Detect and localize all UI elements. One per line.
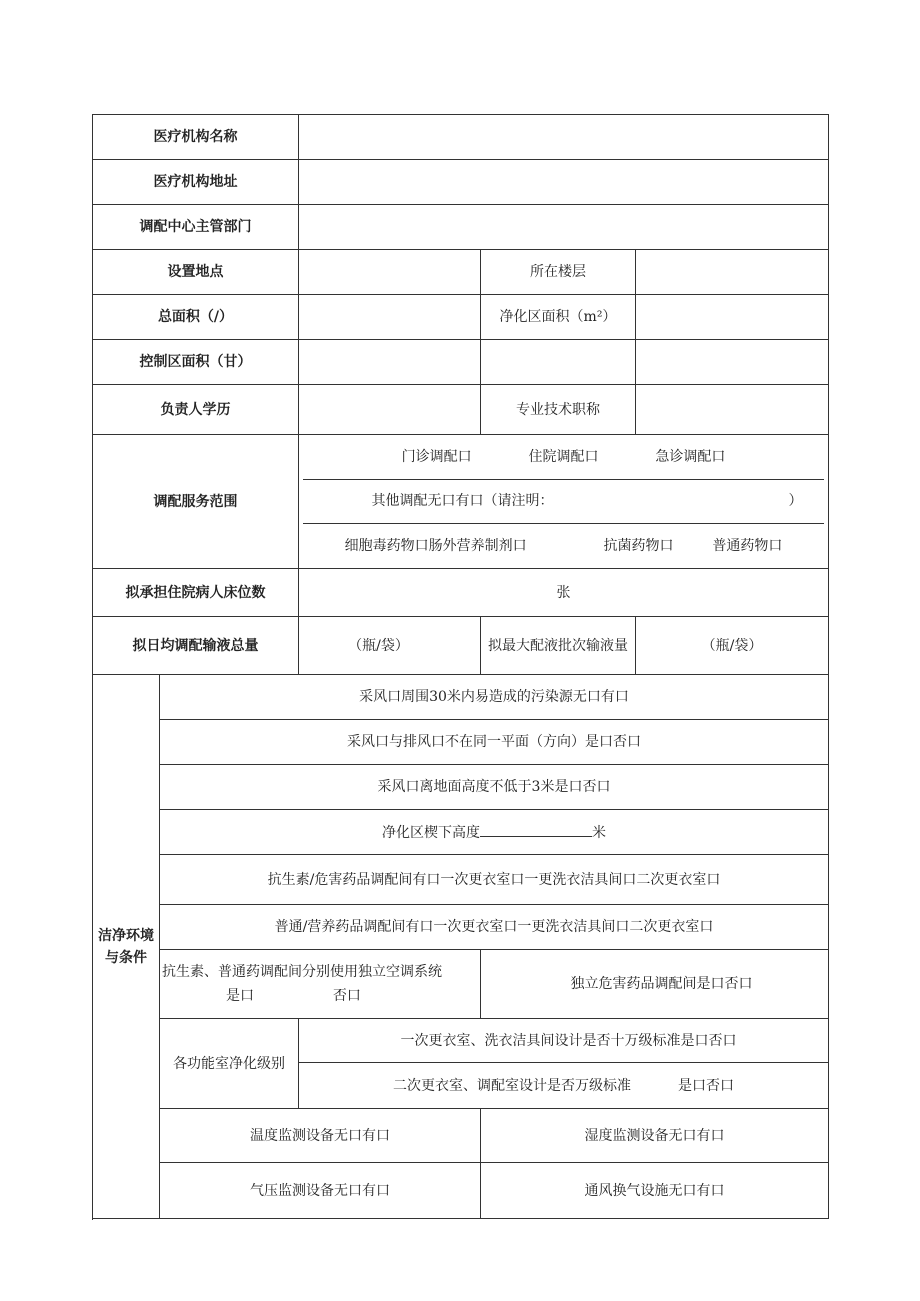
institution-name-label: 医疗机构名称 bbox=[93, 115, 299, 160]
control-area-extra-1[interactable] bbox=[481, 340, 636, 385]
hazard-room-item[interactable]: 独立危害药品调配间是口否口 bbox=[481, 950, 829, 1019]
professional-title-label: 专业技术职称 bbox=[481, 385, 636, 435]
row-service-scope bbox=[93, 435, 829, 569]
clean-area-field[interactable] bbox=[636, 295, 829, 340]
service-scope-label: 调配服务范围 bbox=[93, 435, 299, 569]
separate-ac-no[interactable]: 否口 bbox=[332, 988, 361, 1004]
clean-env-label-text: 洁净环境与条件 bbox=[98, 927, 154, 966]
clean-level-label: 各功能室净化级别 bbox=[160, 1019, 299, 1109]
scope-row-3 bbox=[303, 523, 824, 568]
daily-volume-label: 拟日均调配输液总量 bbox=[93, 617, 299, 675]
level-second-item[interactable] bbox=[299, 1063, 829, 1109]
control-area-extra-2[interactable] bbox=[636, 340, 829, 385]
row-location bbox=[93, 250, 829, 295]
other-close-paren: ） bbox=[788, 493, 803, 509]
separate-ac-text: 抗生素、普通药调配间分别使用独立空调系统 bbox=[162, 964, 442, 980]
separate-ac-yes[interactable]: 是口 bbox=[226, 988, 254, 1004]
antibiotic-room-item[interactable]: 抗生素/危害药品调配间有口一次更衣室口一更洗衣洁具间口二次更衣室口 bbox=[160, 855, 829, 905]
row-area bbox=[93, 295, 829, 340]
managing-dept-field[interactable] bbox=[299, 205, 829, 250]
head-education-label: 负责人学历 bbox=[93, 385, 299, 435]
clean-height-item[interactable] bbox=[160, 810, 829, 855]
max-batch-label: 拟最大配液批次输液量 bbox=[481, 617, 636, 675]
institution-address-field[interactable] bbox=[299, 160, 829, 205]
level-first-item[interactable]: 一次更衣室、洗衣洁具间设计是否十万级标准是口否口 bbox=[299, 1019, 829, 1063]
total-area-field[interactable] bbox=[299, 295, 481, 340]
row-control-area bbox=[93, 340, 829, 385]
beds-field[interactable] bbox=[299, 569, 829, 617]
row-beds bbox=[93, 569, 829, 617]
row-managing-dept bbox=[93, 205, 829, 250]
scope-row-2 bbox=[303, 479, 824, 523]
control-area-label: 控制区面积（甘） bbox=[93, 340, 299, 385]
outpatient-option[interactable]: 门诊调配口 bbox=[401, 448, 472, 465]
row-institution-name bbox=[93, 115, 829, 160]
control-area-field[interactable] bbox=[299, 340, 481, 385]
total-area-label: 总面积（/） bbox=[93, 295, 299, 340]
inpatient-option[interactable]: 住院调配口 bbox=[528, 448, 599, 465]
scope-row-1 bbox=[303, 435, 824, 479]
emergency-option[interactable]: 急诊调配口 bbox=[655, 448, 726, 465]
intake-exhaust-item[interactable]: 采风口与排风口不在同一平面（方向）是口否口 bbox=[160, 720, 829, 765]
institution-address-label: 医疗机构地址 bbox=[93, 160, 299, 205]
service-scope-options bbox=[299, 435, 829, 569]
row-institution-address bbox=[93, 160, 829, 205]
cytotoxic-option[interactable]: 细胞毒药物口肠外营养制剂口 bbox=[344, 537, 527, 554]
temp-monitor-item[interactable]: 温度监测设备无口有口 bbox=[160, 1109, 481, 1163]
max-batch-unit: （瓶/袋） bbox=[701, 637, 763, 654]
head-education-field[interactable] bbox=[299, 385, 481, 435]
ventilation-item[interactable]: 通风换气设施无口有口 bbox=[481, 1163, 829, 1219]
general-room-item[interactable]: 普通/营养药品调配间有口一次更衣室口一更洗衣洁具间口二次更衣室口 bbox=[160, 905, 829, 950]
antibiotic-option[interactable]: 抗菌药物口 bbox=[603, 537, 674, 554]
row-head bbox=[93, 385, 829, 435]
separate-ac-item[interactable] bbox=[160, 950, 481, 1019]
application-form bbox=[92, 114, 829, 1219]
clean-height-suffix: 米 bbox=[592, 824, 606, 841]
institution-name-field[interactable] bbox=[299, 115, 829, 160]
location-field[interactable] bbox=[299, 250, 481, 295]
separate-ac-answers bbox=[162, 984, 478, 1008]
daily-volume-unit: （瓶/袋） bbox=[348, 637, 409, 654]
row-volume bbox=[93, 617, 829, 675]
clean-env-label bbox=[93, 675, 160, 1219]
other-option[interactable]: 其他调配无口有口（请注明： bbox=[371, 493, 554, 509]
beds-label: 拟承担住院病人床位数 bbox=[93, 569, 299, 617]
floor-label: 所在楼层 bbox=[481, 250, 636, 295]
beds-unit: 张 bbox=[556, 584, 571, 601]
location-label: 设置地点 bbox=[93, 250, 299, 295]
professional-title-field[interactable] bbox=[636, 385, 829, 435]
level-second-text: 二次更衣室、调配室设计是否万级标准 bbox=[393, 1077, 632, 1094]
intake-height-item[interactable]: 采风口离地面高度不低于3米是口否口 bbox=[160, 765, 829, 810]
clean-height-blank[interactable] bbox=[480, 822, 592, 837]
floor-field[interactable] bbox=[636, 250, 829, 295]
pollution-source-item[interactable]: 采风口周围30米内易造成的污染源无口有口 bbox=[160, 675, 829, 720]
general-drug-option[interactable]: 普通药物口 bbox=[712, 537, 783, 554]
max-batch-field[interactable] bbox=[636, 617, 829, 675]
humidity-monitor-item[interactable]: 湿度监测设备无口有口 bbox=[481, 1109, 829, 1163]
clean-height-prefix: 净化区楔下高度 bbox=[382, 824, 480, 841]
service-scope-table bbox=[303, 435, 824, 568]
daily-volume-field[interactable] bbox=[299, 617, 481, 675]
pressure-monitor-item[interactable]: 气压监测设备无口有口 bbox=[160, 1163, 481, 1219]
level-second-answer[interactable]: 是口否口 bbox=[677, 1077, 734, 1094]
managing-dept-label: 调配中心主管部门 bbox=[93, 205, 299, 250]
clean-area-label: 净化区面积（m²） bbox=[481, 295, 636, 340]
